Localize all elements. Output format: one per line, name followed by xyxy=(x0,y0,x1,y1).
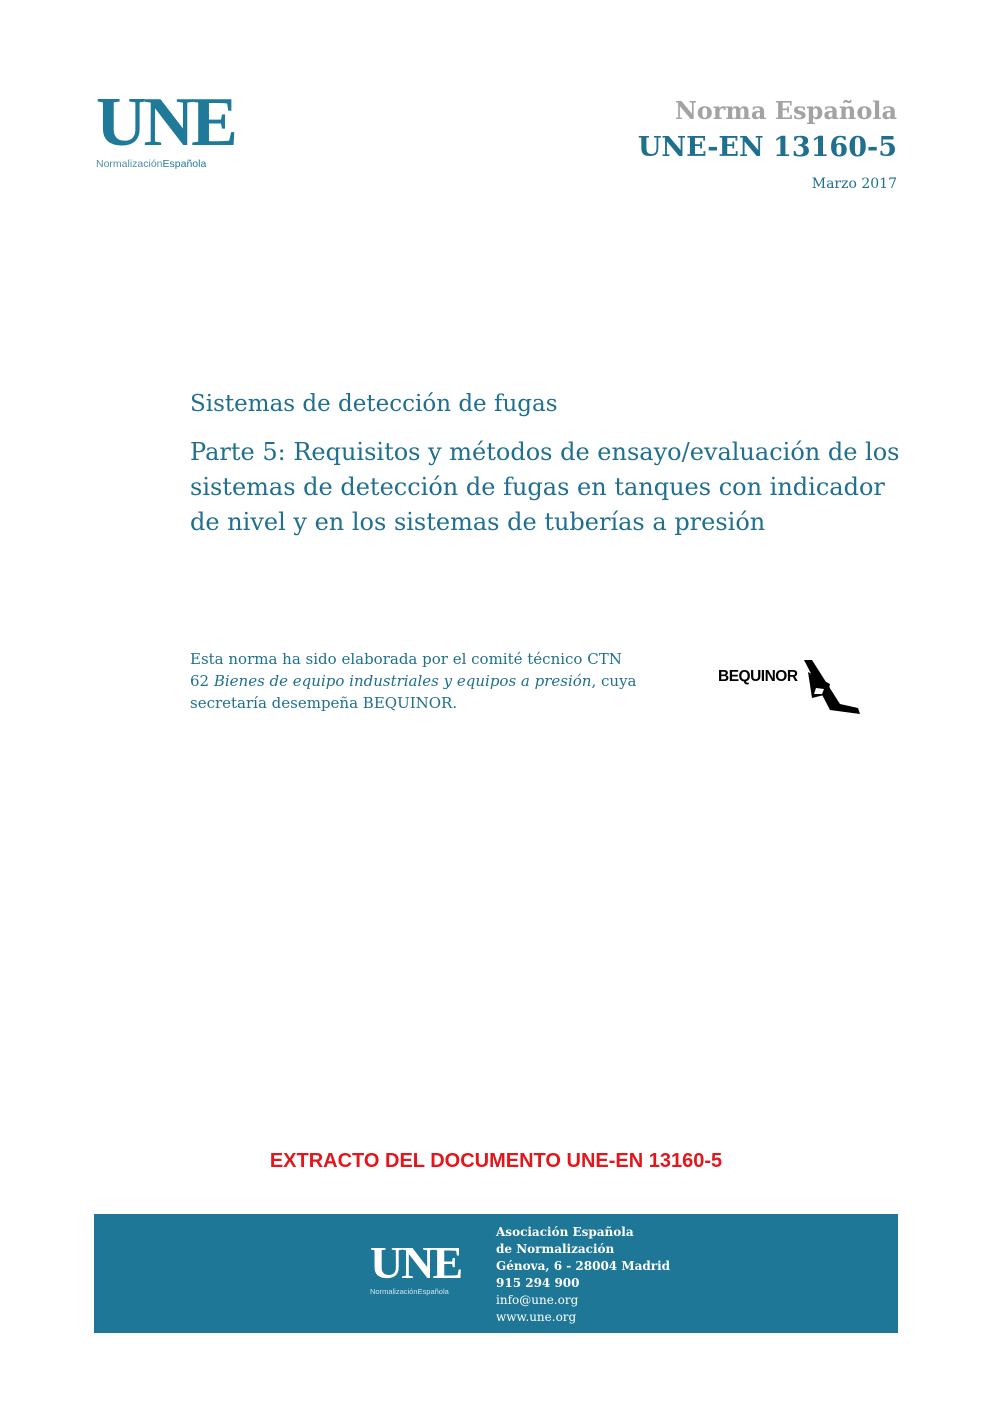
footer-phone: 915 294 900 xyxy=(496,1276,580,1290)
document-title: Sistemas de detección de fugas xyxy=(190,391,558,417)
footer-contact xyxy=(496,1224,670,1326)
footer-web-link[interactable]: www.une.org xyxy=(496,1310,577,1324)
committee-statement xyxy=(190,648,640,714)
committee-text-pre: Esta norma ha sido elaborada por el comité técnico CTN 62 xyxy=(190,650,622,690)
footer-logo xyxy=(370,1237,462,1296)
une-logo-mark: UNE xyxy=(96,84,235,161)
extract-notice: EXTRACTO DEL DOCUMENTO UNE-EN 13160-5 xyxy=(269,1150,723,1172)
footer-logo-mark: UNE xyxy=(370,1237,462,1288)
logo-sub-a: Normalización xyxy=(96,158,163,170)
footer-org-line2: de Normalización xyxy=(496,1242,615,1256)
bequinor-logo-text: BEQUINOR xyxy=(718,668,798,685)
footer-logo-subtitle: NormalizaciónEspañola xyxy=(370,1287,449,1296)
document-subtitle: Parte 5: Requisitos y métodos de ensayo/evaluación de los sistemas de detección de fugas en tanques con indicador de nivel y en los sistemas de tuberías a presión xyxy=(190,438,900,536)
footer-banner xyxy=(94,1214,898,1333)
une-logo xyxy=(96,84,246,170)
footer-email-link[interactable]: info@une.org xyxy=(496,1293,579,1307)
document-header xyxy=(638,96,897,192)
bequinor-emblem-icon xyxy=(800,658,866,718)
bequinor-logo xyxy=(718,658,868,720)
logo-sub-b: Española xyxy=(162,158,207,170)
committee-text-post: , cuya secretaría desempeña BEQUINOR. xyxy=(190,672,637,712)
norma-label: Norma Española xyxy=(674,96,897,125)
footer-org-line1: Asociación Española xyxy=(496,1225,634,1239)
committee-name: Bienes de equipo industriales y equipos a presión xyxy=(213,672,592,690)
publication-date: Marzo 2017 xyxy=(811,176,897,192)
standard-code: UNE-EN 13160-5 xyxy=(637,132,897,163)
footer-address: Génova, 6 - 28004 Madrid xyxy=(496,1259,671,1273)
